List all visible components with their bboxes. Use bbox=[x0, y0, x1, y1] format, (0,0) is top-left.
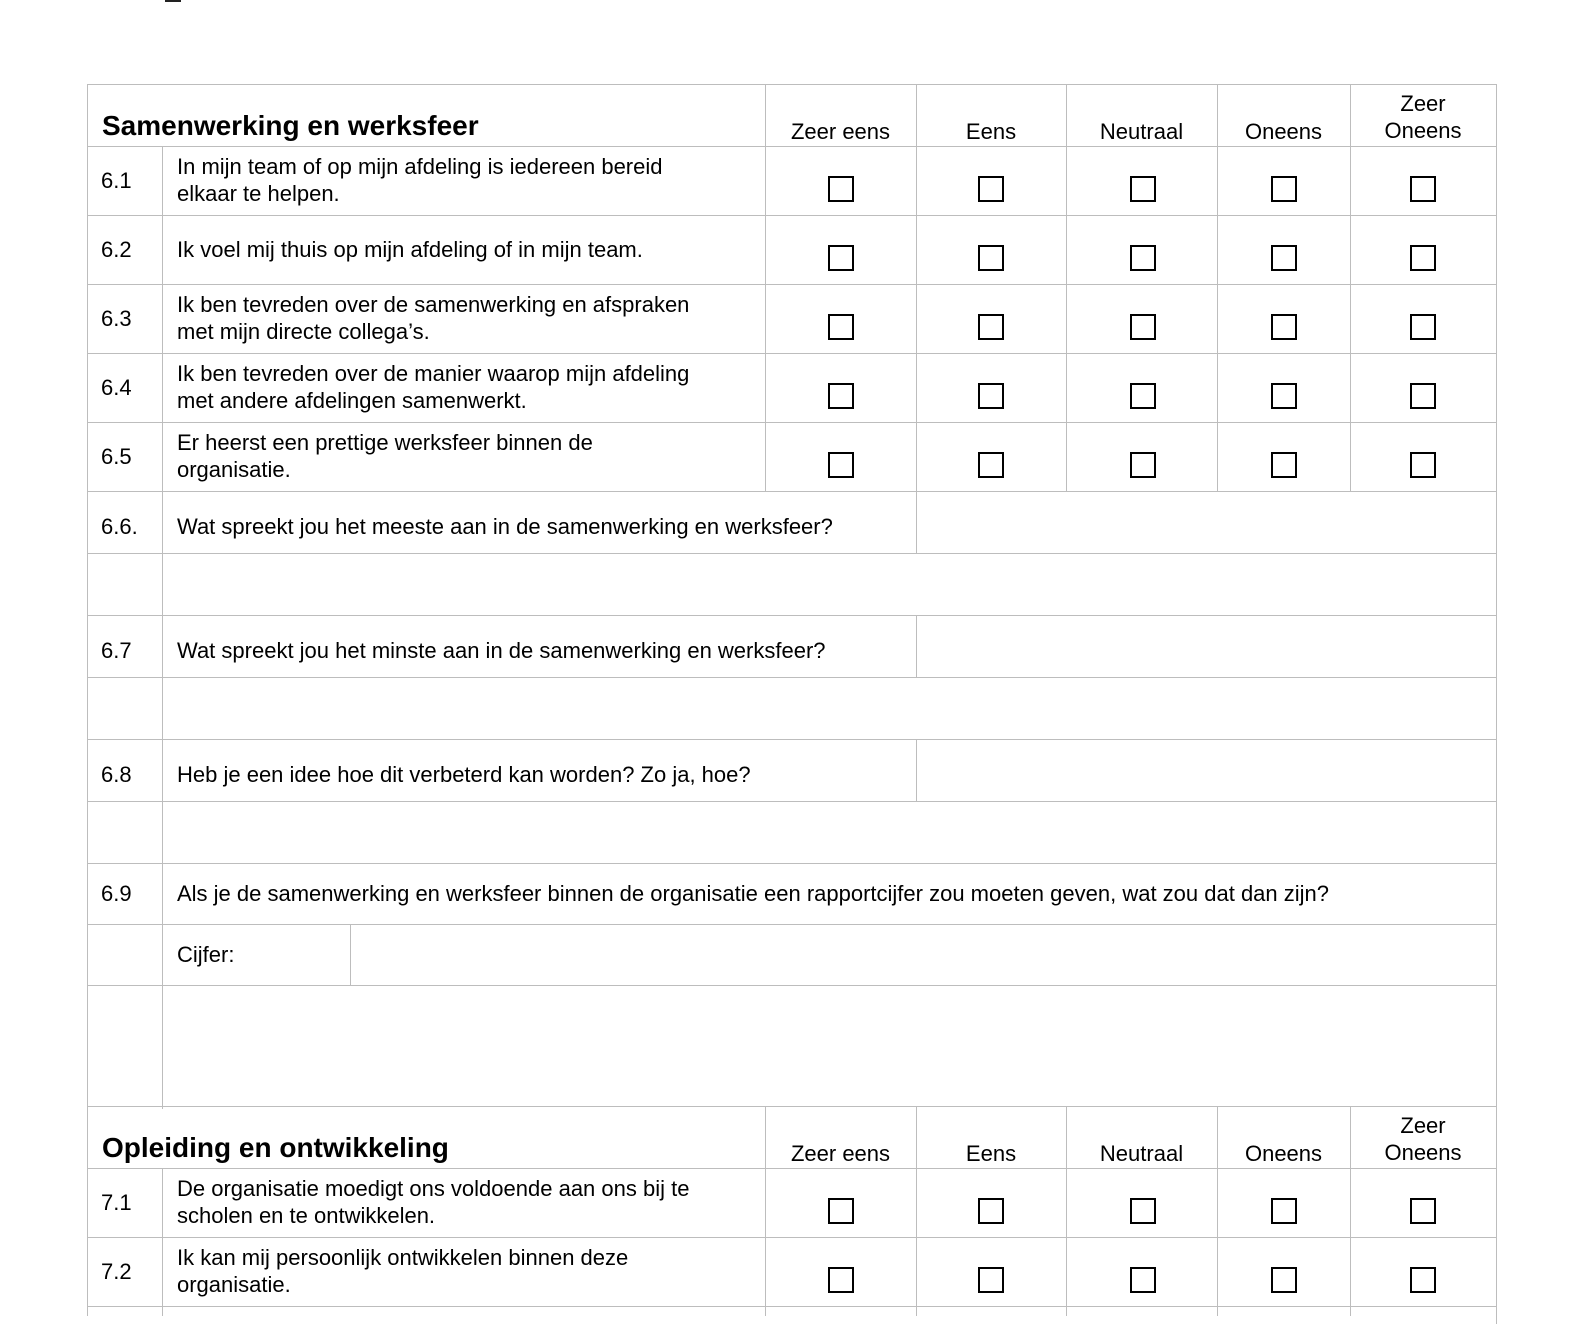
likert-row-border bbox=[87, 215, 1496, 216]
answer-column-divider bbox=[1217, 146, 1218, 215]
answer-field[interactable] bbox=[917, 740, 1496, 801]
answer-column-divider bbox=[1217, 1237, 1218, 1306]
answer-column-divider bbox=[1217, 422, 1218, 491]
answer-column-divider bbox=[1217, 1168, 1218, 1237]
header-zeer-oneens: Zeer Oneens bbox=[1384, 91, 1462, 143]
answer-checkbox-2[interactable] bbox=[978, 1267, 1004, 1293]
answer-checkbox-3[interactable] bbox=[1130, 1198, 1156, 1224]
question-text-line-1: De organisatie moedigt ons voldoende aan ons bij te bbox=[177, 1176, 690, 1201]
answer-column-divider bbox=[1350, 353, 1351, 422]
number-column-divider bbox=[162, 1168, 163, 1237]
header-zeer-eens: Zeer eens bbox=[790, 119, 891, 144]
question-text-line-2: organisatie. bbox=[177, 457, 291, 482]
answer-column-divider bbox=[765, 215, 766, 284]
section6-title: Samenwerking en werksfeer bbox=[102, 110, 479, 141]
answer-column-divider bbox=[1066, 284, 1067, 353]
question-number: 7.1 bbox=[101, 1190, 132, 1215]
answer-column-divider bbox=[1350, 146, 1351, 215]
question-number: 6.2 bbox=[101, 237, 132, 262]
answer-checkbox-1[interactable] bbox=[828, 383, 854, 409]
answer-column-divider bbox=[765, 146, 766, 215]
answer-column-divider bbox=[1066, 146, 1067, 215]
answer-checkbox-1[interactable] bbox=[828, 452, 854, 478]
answer-column-divider bbox=[765, 422, 766, 491]
likert-row-border bbox=[87, 146, 1496, 147]
header-zeer-eens: Zeer eens bbox=[790, 1141, 891, 1166]
answer-textarea[interactable] bbox=[163, 678, 1496, 739]
question-text: Als je de samenwerking en werksfeer binnen de organisatie een rapportcijfer zou moeten geven, wat zou dat dan zijn? bbox=[177, 881, 1330, 906]
answer-column-divider bbox=[765, 1306, 766, 1316]
answer-column-divider bbox=[765, 284, 766, 353]
answer-checkbox-3[interactable] bbox=[1130, 176, 1156, 202]
answer-column-divider bbox=[765, 353, 766, 422]
answer-checkbox-3[interactable] bbox=[1130, 383, 1156, 409]
number-column-divider bbox=[162, 353, 163, 422]
answer-column-divider bbox=[916, 1237, 917, 1306]
text-cursor-mark bbox=[165, 0, 181, 2]
answer-column-divider bbox=[916, 215, 917, 284]
number-column-divider bbox=[162, 422, 163, 491]
likert-row-border bbox=[87, 1306, 1496, 1307]
answer-column-divider bbox=[765, 1237, 766, 1306]
answer-column-divider bbox=[1350, 1306, 1351, 1316]
answer-column-divider bbox=[1350, 422, 1351, 491]
answer-column-divider bbox=[1350, 215, 1351, 284]
answer-column-divider bbox=[916, 284, 917, 353]
answer-checkbox-1[interactable] bbox=[828, 1267, 854, 1293]
answer-column-divider bbox=[1066, 1237, 1067, 1306]
number-column-divider bbox=[162, 1306, 163, 1316]
question-number: 6.8 bbox=[101, 762, 132, 787]
answer-column-divider bbox=[1350, 1237, 1351, 1306]
answer-checkbox-1[interactable] bbox=[828, 1198, 854, 1224]
number-column-divider bbox=[162, 284, 163, 353]
header-oneens: Oneens bbox=[1244, 119, 1323, 144]
answer-column-divider bbox=[916, 422, 917, 491]
question-text-line-2: met mijn directe collega’s. bbox=[177, 319, 430, 344]
question-text-line-1: In mijn team of op mijn afdeling is iedereen bereid bbox=[177, 154, 663, 179]
answer-checkbox-1[interactable] bbox=[828, 245, 854, 271]
answer-column-divider bbox=[916, 146, 917, 215]
answer-checkbox-3[interactable] bbox=[1130, 314, 1156, 340]
answer-checkbox-4[interactable] bbox=[1271, 314, 1297, 340]
answer-column-divider bbox=[916, 353, 917, 422]
header-eens: Eens bbox=[965, 1141, 1017, 1166]
header-top-border bbox=[87, 84, 1496, 85]
answer-column-divider bbox=[1350, 284, 1351, 353]
header-top-border bbox=[87, 1106, 1496, 1107]
answer-column-divider bbox=[1350, 1168, 1351, 1237]
answer-checkbox-5[interactable] bbox=[1410, 452, 1436, 478]
answer-field[interactable] bbox=[917, 616, 1496, 677]
question-number: 6.3 bbox=[101, 306, 132, 331]
answer-column-divider bbox=[1217, 284, 1218, 353]
answer-checkbox-2[interactable] bbox=[978, 245, 1004, 271]
section7-title: Opleiding en ontwikkeling bbox=[102, 1132, 449, 1163]
answer-checkbox-4[interactable] bbox=[1271, 383, 1297, 409]
grade-label: Cijfer: bbox=[177, 942, 235, 967]
grade-input[interactable] bbox=[351, 925, 1496, 985]
answer-column-divider bbox=[916, 1168, 917, 1237]
answer-checkbox-2[interactable] bbox=[978, 176, 1004, 202]
question-number: 6.4 bbox=[101, 375, 132, 400]
answer-checkbox-4[interactable] bbox=[1271, 245, 1297, 271]
answer-checkbox-3[interactable] bbox=[1130, 245, 1156, 271]
question-number: 6.1 bbox=[101, 168, 132, 193]
answer-textarea[interactable] bbox=[163, 802, 1496, 863]
answer-textarea[interactable] bbox=[163, 554, 1496, 615]
question-text-line-1: Ik ben tevreden over de manier waarop mijn afdeling bbox=[177, 361, 690, 386]
question-text-line-2: elkaar te helpen. bbox=[177, 181, 340, 206]
answer-checkbox-4[interactable] bbox=[1271, 452, 1297, 478]
answer-checkbox-2[interactable] bbox=[978, 452, 1004, 478]
question-text-line-1: Ik kan mij persoonlijk ontwikkelen binnen deze bbox=[177, 1245, 629, 1270]
question-text-line-2: organisatie. bbox=[177, 1272, 291, 1297]
answer-checkbox-4[interactable] bbox=[1271, 1267, 1297, 1293]
likert-row-border bbox=[87, 422, 1496, 423]
question-number: 6.6. bbox=[101, 514, 138, 539]
question-number: 7.2 bbox=[101, 1259, 132, 1284]
question-text-line-2: scholen en te ontwikkelen. bbox=[177, 1203, 436, 1228]
answer-checkbox-2[interactable] bbox=[978, 1198, 1004, 1224]
question-text: Wat spreekt jou het minste aan in de samenwerking en werksfeer? bbox=[177, 638, 826, 663]
question-text: Wat spreekt jou het meeste aan in de samenwerking en werksfeer? bbox=[177, 514, 833, 539]
number-column-divider bbox=[162, 1237, 163, 1306]
header-eens: Eens bbox=[965, 119, 1017, 144]
likert-row-border bbox=[87, 284, 1496, 285]
answer-textarea[interactable] bbox=[163, 986, 1496, 1108]
number-column-divider bbox=[162, 215, 163, 284]
answer-field[interactable] bbox=[917, 492, 1496, 553]
answer-column-divider bbox=[1066, 1168, 1067, 1237]
question-text-line-2: met andere afdelingen samenwerkt. bbox=[177, 388, 527, 413]
answer-checkbox-4[interactable] bbox=[1271, 176, 1297, 202]
answer-checkbox-3[interactable] bbox=[1130, 452, 1156, 478]
answer-column-divider bbox=[1066, 1306, 1067, 1316]
answer-checkbox-5[interactable] bbox=[1410, 1198, 1436, 1224]
question-text: Heb je een idee hoe dit verbeterd kan worden? Zo ja, hoe? bbox=[177, 762, 751, 787]
likert-row-border bbox=[87, 1237, 1496, 1238]
question-text-line-1: Er heerst een prettige werksfeer binnen de bbox=[177, 430, 593, 455]
answer-checkbox-3[interactable] bbox=[1130, 1267, 1156, 1293]
answer-column-divider bbox=[1217, 353, 1218, 422]
number-column-divider bbox=[162, 146, 163, 215]
table-right-border bbox=[1496, 84, 1497, 1324]
likert-row-border bbox=[87, 1168, 1496, 1169]
answer-column-divider bbox=[1217, 1306, 1218, 1316]
answer-column-divider bbox=[1066, 422, 1067, 491]
question-number: 6.9 bbox=[101, 881, 132, 906]
header-zeer-oneens: Zeer Oneens bbox=[1384, 1113, 1462, 1165]
question-text: Ik voel mij thuis op mijn afdeling of in mijn team. bbox=[177, 237, 643, 262]
header-oneens: Oneens bbox=[1244, 1141, 1323, 1166]
answer-checkbox-5[interactable] bbox=[1410, 383, 1436, 409]
answer-checkbox-5[interactable] bbox=[1410, 1267, 1436, 1293]
answer-column-divider bbox=[1066, 215, 1067, 284]
answer-checkbox-5[interactable] bbox=[1410, 314, 1436, 340]
grade-question-border bbox=[87, 863, 1496, 864]
answer-checkbox-2[interactable] bbox=[978, 314, 1004, 340]
answer-checkbox-5[interactable] bbox=[1410, 245, 1436, 271]
header-neutraal: Neutraal bbox=[1099, 119, 1184, 144]
question-number: 6.7 bbox=[101, 638, 132, 663]
answer-checkbox-4[interactable] bbox=[1271, 1198, 1297, 1224]
answer-checkbox-1[interactable] bbox=[828, 314, 854, 340]
question-text-line-1: Ik ben tevreden over de samenwerking en afspraken bbox=[177, 292, 690, 317]
question-number: 6.5 bbox=[101, 444, 132, 469]
answer-checkbox-5[interactable] bbox=[1410, 176, 1436, 202]
likert-row-border bbox=[87, 353, 1496, 354]
header-neutraal: Neutraal bbox=[1099, 1141, 1184, 1166]
answer-checkbox-1[interactable] bbox=[828, 176, 854, 202]
answer-column-divider bbox=[765, 1168, 766, 1237]
answer-column-divider bbox=[1066, 353, 1067, 422]
answer-column-divider bbox=[1217, 215, 1218, 284]
answer-column-divider bbox=[916, 1306, 917, 1316]
table-left-border bbox=[87, 84, 88, 1316]
answer-checkbox-2[interactable] bbox=[978, 383, 1004, 409]
